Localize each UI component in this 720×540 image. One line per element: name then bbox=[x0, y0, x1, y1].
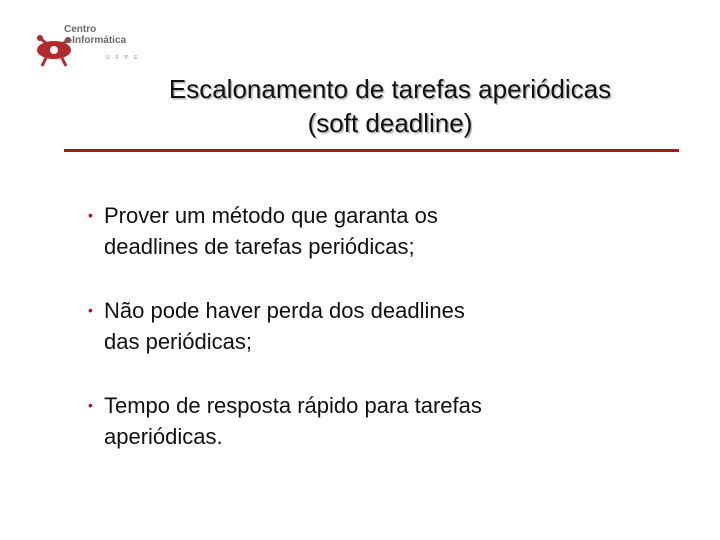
logo-line2 bbox=[64, 35, 126, 47]
slide-title-line2: (soft deadline) bbox=[307, 108, 473, 138]
logo-wordmark bbox=[64, 24, 126, 47]
slide-title bbox=[100, 72, 680, 140]
bullet-item bbox=[88, 200, 688, 262]
bullet-line: aperiódicas. bbox=[104, 424, 223, 449]
centro-de-informatica-logo bbox=[34, 24, 154, 74]
bullet-dot-icon: • bbox=[88, 207, 93, 223]
logo-line1: Centro bbox=[64, 24, 97, 35]
logo-line2-main: Informática bbox=[72, 35, 127, 46]
bullet-list bbox=[88, 200, 688, 485]
bullet-dot-icon: • bbox=[88, 302, 93, 318]
bullet-line: Prover um método que garanta os bbox=[104, 203, 438, 228]
logo-line2-prefix: de bbox=[64, 38, 73, 45]
slide-title-line1: Escalonamento de tarefas aperiódicas bbox=[168, 74, 612, 104]
bullet-line: das periódicas; bbox=[104, 329, 252, 354]
bullet-item bbox=[88, 390, 688, 452]
logo-subtitle: UFPE bbox=[106, 55, 144, 61]
bullet-line: Tempo de resposta rápido para tarefas bbox=[104, 393, 482, 418]
bullet-line: deadlines de tarefas periódicas; bbox=[104, 234, 415, 259]
bullet-item bbox=[88, 295, 688, 357]
bullet-line: Não pode haver perda dos deadlines bbox=[104, 298, 465, 323]
bullet-dot-icon: • bbox=[88, 397, 93, 413]
title-divider bbox=[64, 149, 679, 152]
